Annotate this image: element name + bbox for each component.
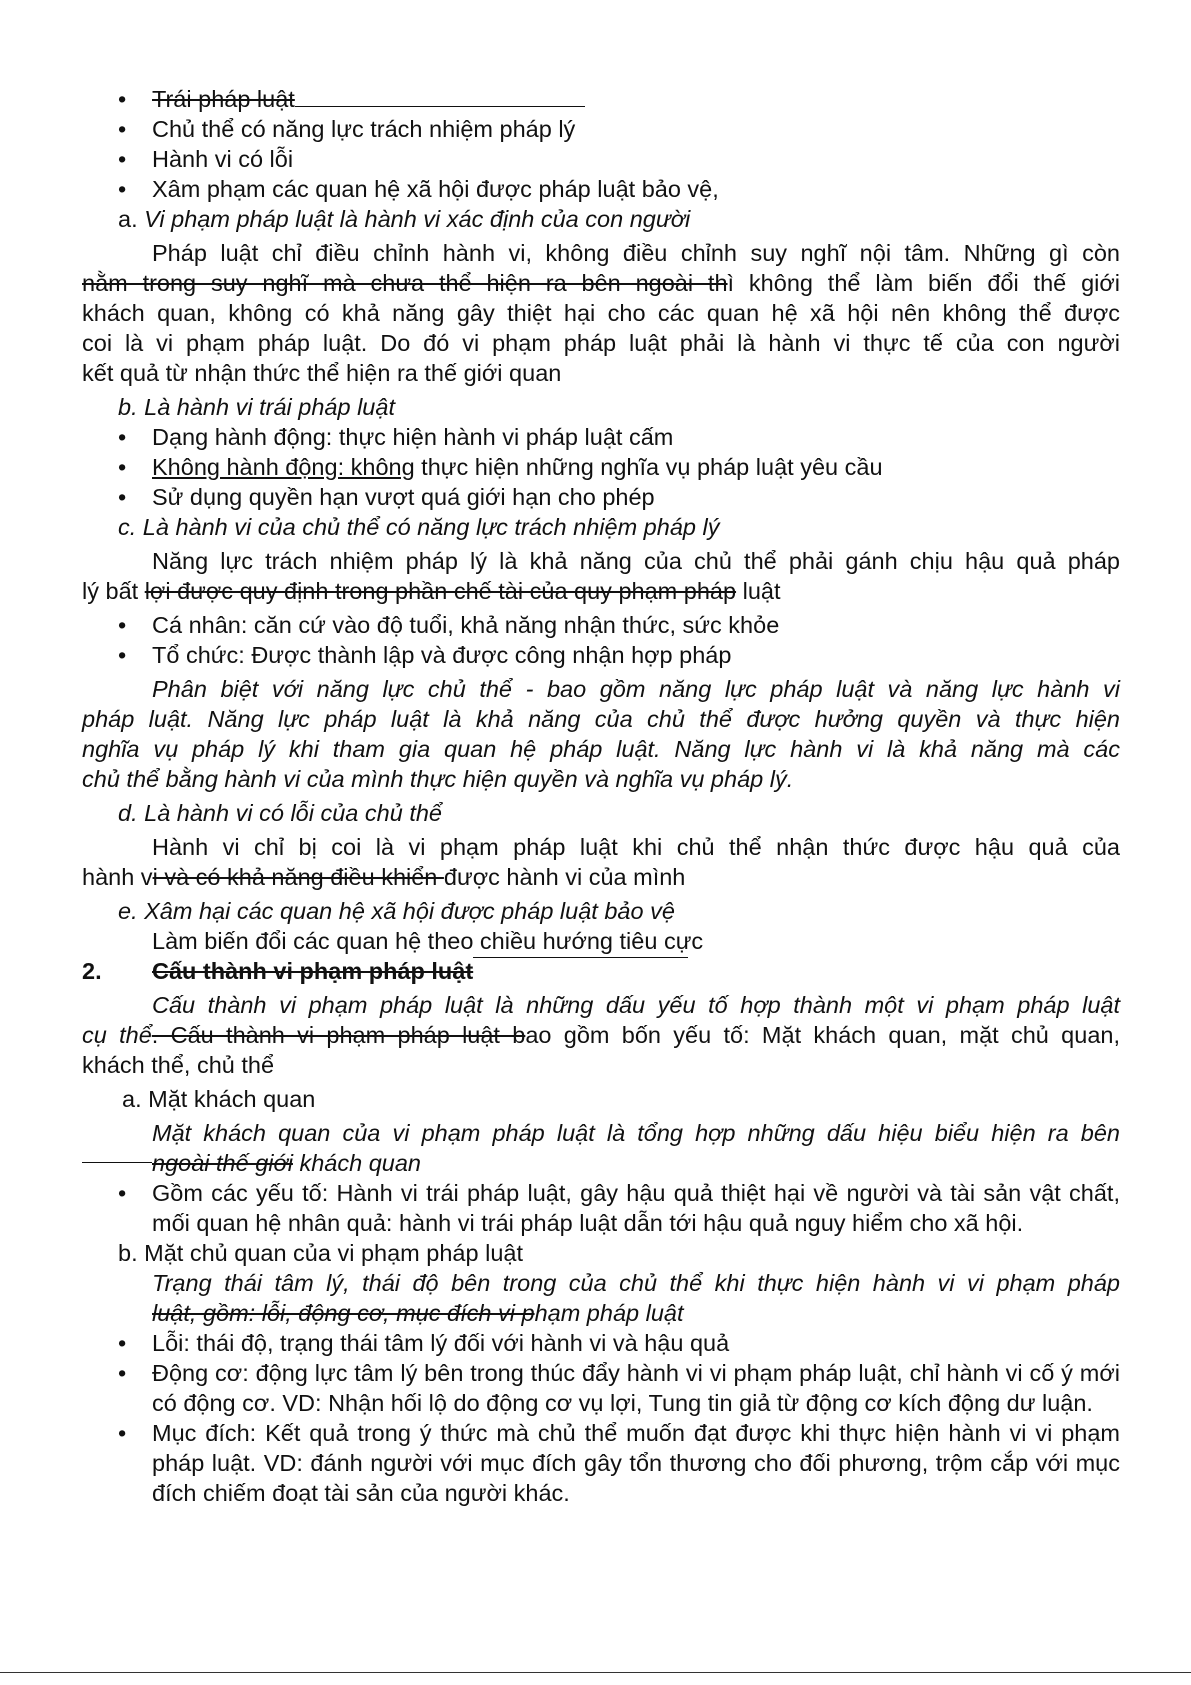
paragraph-line: khách quan, không có khả năng gây thiệt hại cho các quan hệ xã hội nên không thể được: [82, 300, 1120, 326]
paragraph-line: coi là vi phạm pháp luật. Do đó vi phạm pháp luật phải là hành vi thực tế của con người: [82, 330, 1120, 356]
list-item: • Xâm phạm các quan hệ xã hội được pháp luật bảo vệ,: [82, 174, 1120, 204]
subheading-c: c. Là hành vi của chủ thể có năng lực trách nhiệm pháp lý: [118, 514, 720, 540]
paragraph-line: Pháp luật chỉ điều chỉnh hành vi, không điều chỉnh suy nghĩ nội tâm. Những gì còn: [152, 240, 1120, 266]
section-heading: 2. Cấu thành vi phạm pháp luật: [82, 956, 1120, 986]
list-item: • Hành vi có lỗi: [82, 144, 1120, 174]
paragraph-line: khách thể, chủ thể: [82, 1052, 275, 1078]
paragraph-line: chủ thể bằng hành vi của mình thực hiện quyền và nghĩa vụ pháp lý.: [82, 766, 794, 792]
paragraph-line: lý bất lợi được quy định trong phần chế tài của quy phạm pháp luật: [82, 578, 781, 604]
list-item: • Không hành động: không thực hiện những nghĩa vụ pháp luật yêu cầu: [82, 452, 1120, 482]
list-item: • Lỗi: thái độ, trạng thái tâm lý đối với hành vi và hậu quả: [82, 1328, 1120, 1358]
paragraph-line: Hành vi chỉ bị coi là vi phạm pháp luật khi chủ thể nhận thức được hậu quả của: [152, 834, 1120, 860]
paragraph-line: Mặt khách quan của vi phạm pháp luật là tổng hợp những dấu hiệu biểu hiện ra bên: [152, 1120, 1120, 1146]
subheading-a: a. Vi phạm pháp luật là hành vi xác định của con người: [118, 206, 691, 232]
list-item: • Tổ chức: Được thành lập và được công nhận hợp pháp: [82, 640, 1120, 670]
list-item: • Trái pháp luật: [82, 84, 1120, 114]
paragraph-line: Năng lực trách nhiệm pháp lý là khả năng của chủ thể phải gánh chịu hậu quả pháp: [152, 548, 1120, 574]
page-bottom-divider: [0, 1672, 1191, 1673]
paragraph-line: nằm trong suy nghĩ mà chưa thể hiện ra bên ngoài thì không thể làm biến đổi thế giới: [82, 270, 1120, 296]
list-item: • Dạng hành động: thực hiện hành vi pháp luật cấm: [82, 422, 1120, 452]
subheading-sa: a. Mặt khách quan: [122, 1086, 316, 1112]
paragraph-line: Phân biệt với năng lực chủ thể - bao gồm năng lực pháp luật và năng lực hành vi: [152, 676, 1120, 702]
paragraph-line: Cấu thành vi phạm pháp luật là những dấu yếu tố hợp thành một vi phạm pháp luật: [152, 992, 1120, 1018]
document-page: [82, 84, 1120, 1508]
list-item: • Mục đích: Kết quả trong ý thức mà chủ thể muốn đạt được khi thực hiện hành vi vi phạm pháp luật. VD: đánh người với mục đích gây tổn thương cho đối phương, trộm cắp với mục đích chiếm đoạt tài sản của người khác.: [82, 1418, 1120, 1508]
subheading-d: d. Là hành vi có lỗi của chủ thể: [118, 800, 442, 826]
paragraph-line: Trạng thái tâm lý, thái độ bên trong của chủ thể khi thực hiện hành vi vi phạm pháp: [152, 1270, 1120, 1296]
list-item: • Gồm các yếu tố: Hành vi trái pháp luật, gây hậu quả thiệt hại về người và tài sản vật chất, mối quan hệ nhân quả: hành vi trái pháp luật dẫn tới hậu quả nguy hiểm cho xã hội.: [82, 1178, 1120, 1238]
subheading-e: e. Xâm hại các quan hệ xã hội được pháp luật bảo vệ: [118, 898, 675, 924]
list-item: • Chủ thể có năng lực trách nhiệm pháp lý: [82, 114, 1120, 144]
list-item: • Cá nhân: căn cứ vào độ tuổi, khả năng nhận thức, sức khỏe: [82, 610, 1120, 640]
list-item: • Sử dụng quyền hạn vượt quá giới hạn cho phép: [82, 482, 1120, 512]
list-item: • Động cơ: động lực tâm lý bên trong thúc đẩy hành vi vi phạm pháp luật, chỉ hành vi cố ý mới có động cơ. VD: Nhận hối lộ do động cơ vụ lợi, Tung tin giả từ động cơ kích động dư luận.: [82, 1358, 1120, 1418]
paragraph-line: hành vi và có khả năng điều khiển được hành vi của mình: [82, 864, 686, 890]
paragraph-line: pháp luật. Năng lực pháp luật là khả năng của chủ thể được hưởng quyền và thực hiện: [82, 706, 1120, 732]
paragraph-line: ngoài thế giới khách quan: [82, 1148, 1120, 1178]
subheading-b: b. Là hành vi trái pháp luật: [118, 394, 395, 420]
paragraph-line: nghĩa vụ pháp lý khi tham gia quan hệ pháp luật. Năng lực hành vi là khả năng mà các: [82, 736, 1120, 762]
subheading-sb: b. Mặt chủ quan của vi phạm pháp luật: [118, 1240, 523, 1266]
paragraph-line: Làm biến đổi các quan hệ theo chiều hướng tiêu cực: [152, 928, 704, 954]
paragraph-line: kết quả từ nhận thức thể hiện ra thế giới quan: [82, 360, 562, 386]
paragraph-line: cụ thể. Cấu thành vi phạm pháp luật bao gồm bốn yếu tố: Mặt khách quan, mặt chủ quan,: [82, 1022, 1120, 1048]
paragraph-line: luật, gồm: lỗi, động cơ, mục đích vi phạm pháp luật: [152, 1300, 684, 1326]
